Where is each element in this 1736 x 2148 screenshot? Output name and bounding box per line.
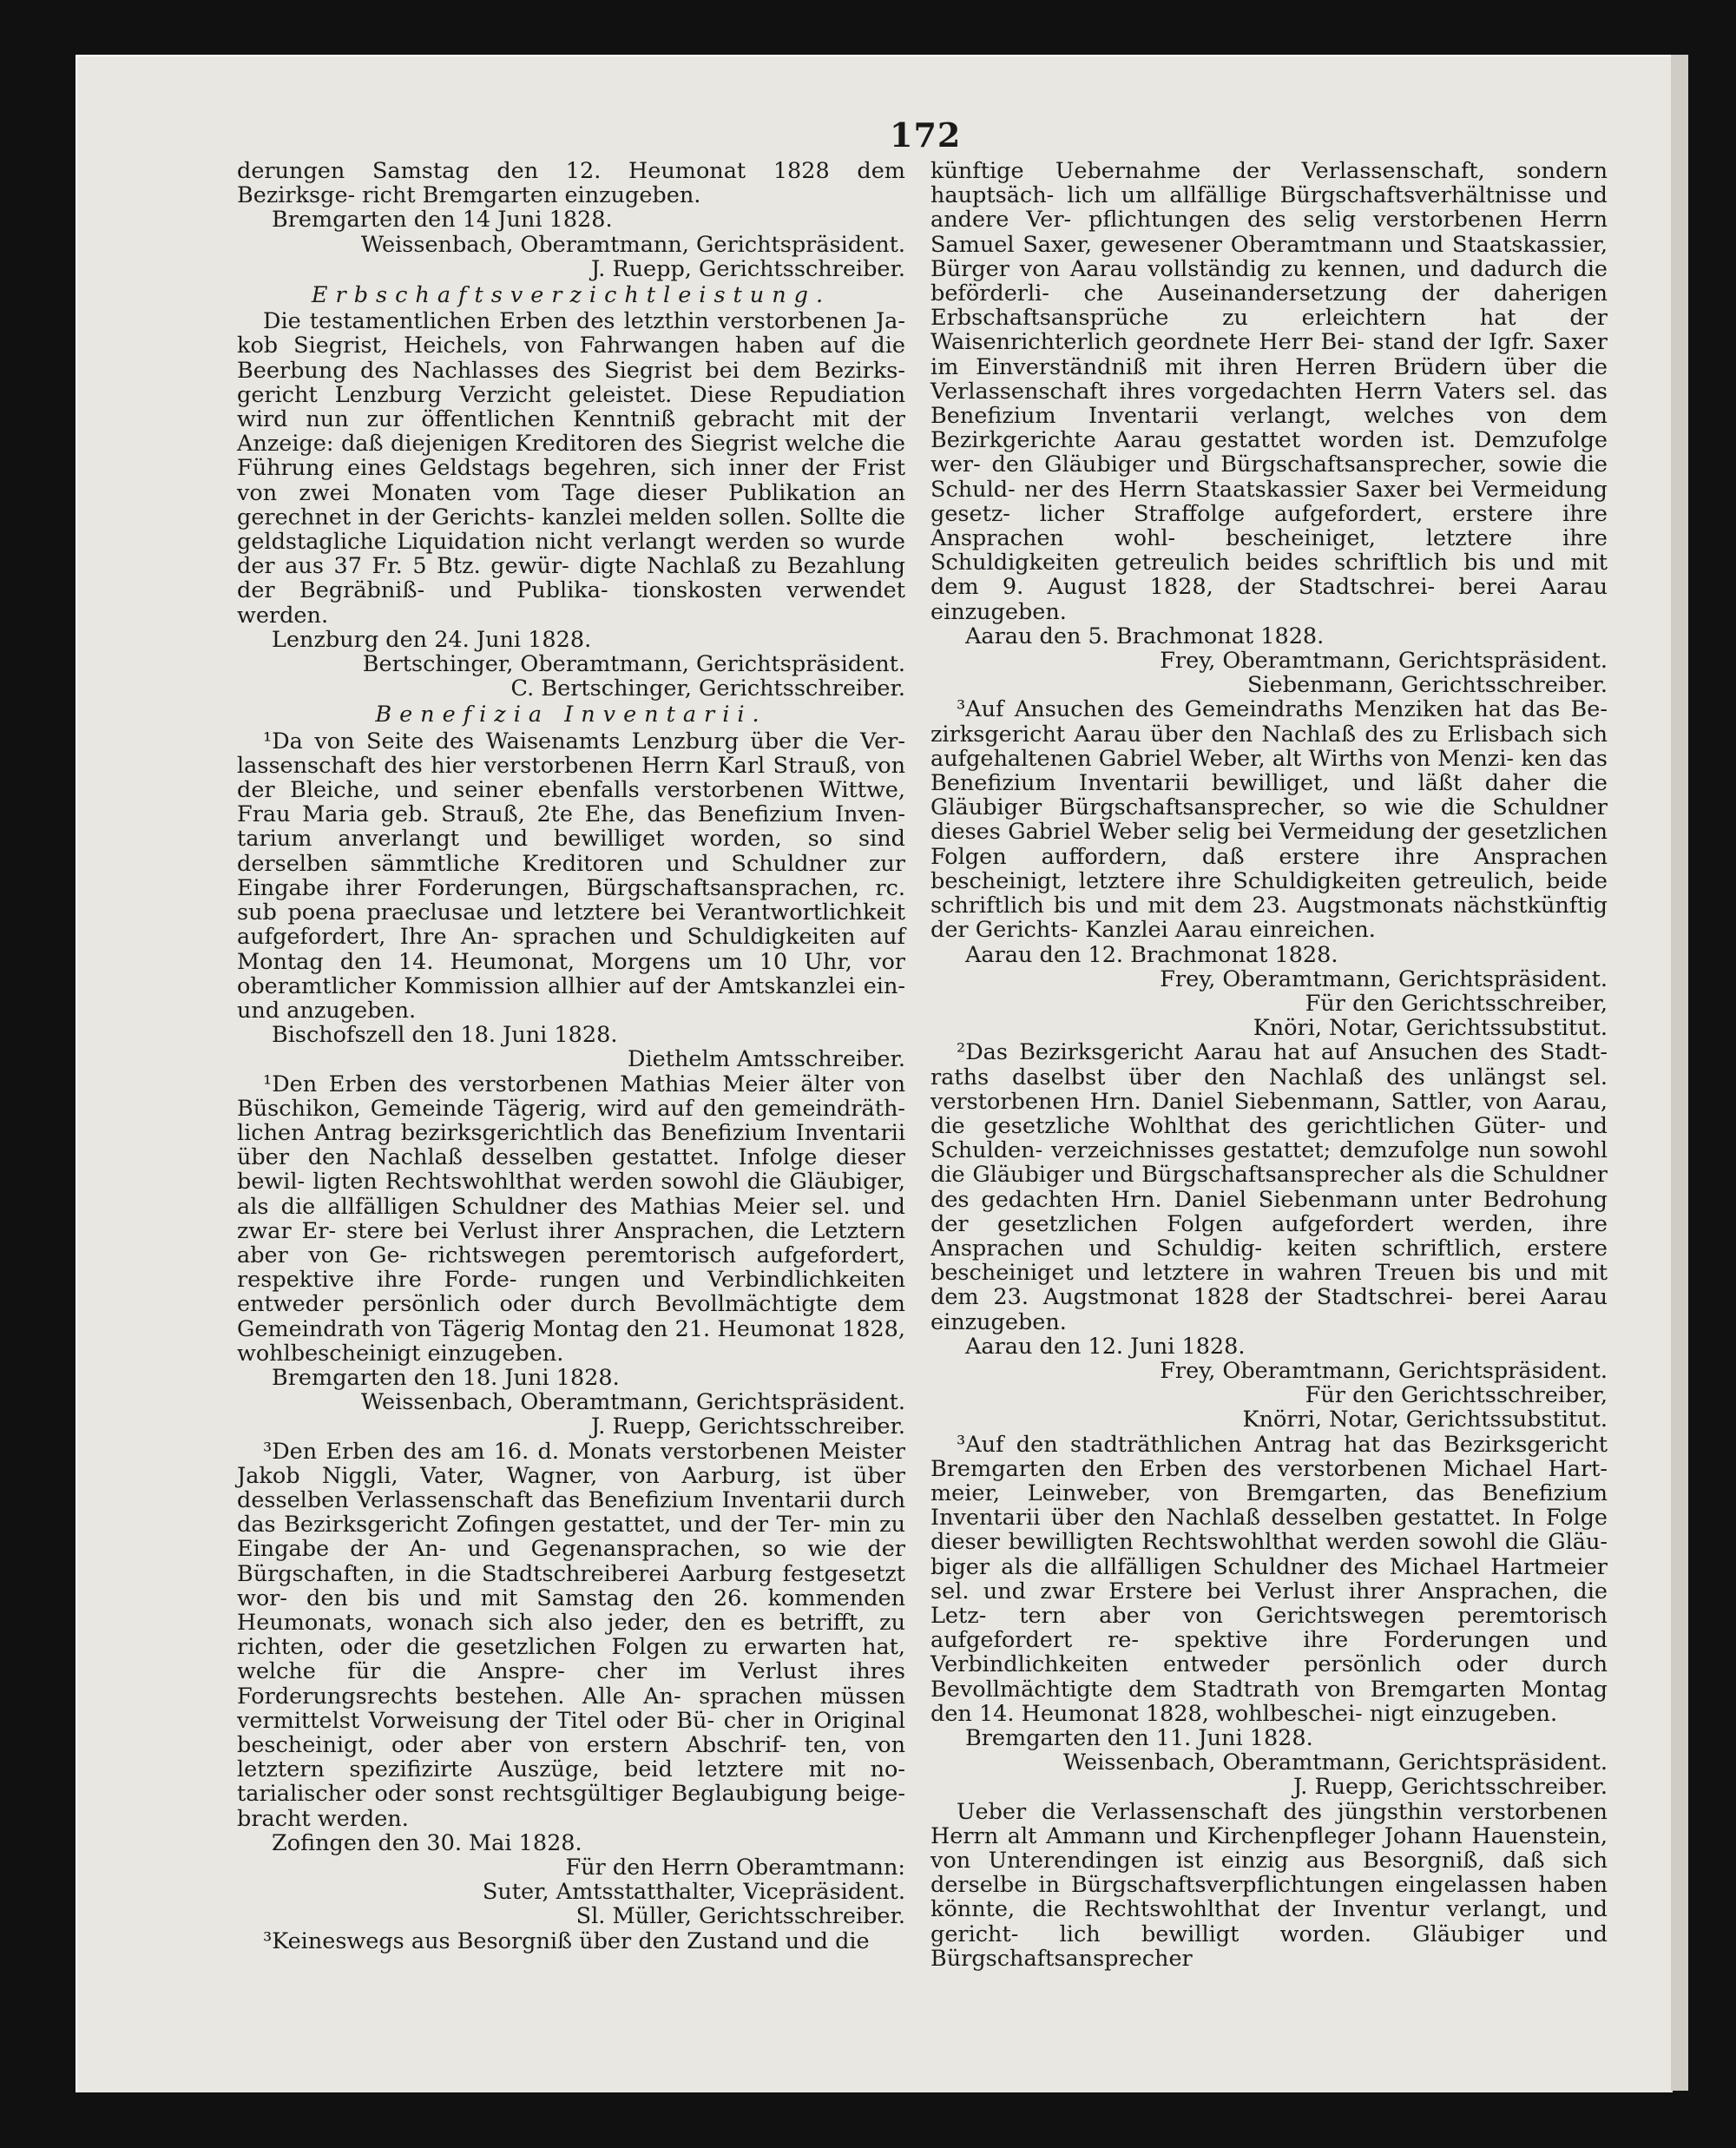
signature: Knöri, Notar, Gerichtssubstitut.: [1253, 1015, 1608, 1042]
signature: J. Ruepp, Gerichtsschreiber.: [590, 1413, 905, 1440]
section-heading: Benefizia Inventarii.: [375, 702, 767, 728]
place-date: Aarau den 12. Juni 1828.: [965, 1333, 1246, 1360]
signature: Für den Gerichtsschreiber,: [1305, 990, 1608, 1017]
signature: Sl. Müller, Gerichtsschreiber.: [575, 1903, 905, 1930]
section-heading: Erbschaftsverzichtleistung.: [311, 282, 832, 309]
signature: Für den Herrn Oberamtmann:: [565, 1855, 905, 1881]
place-date: Bremgarten den 11. Juni 1828.: [965, 1725, 1313, 1751]
signature: Bertschinger, Oberamtmann, Gerichtspräsident.: [362, 651, 905, 678]
notice-text: künftige Uebernahme der Verlassenschaft, sondern hauptsäch- lich um allfällige Bürgschaftsverhältnisse und andere Ver- pflichtungen des selig verstorbenen Herrn Samuel Saxer, gewesener Oberamtmann und Staatskassier, Bürger von Aarau vollständig zu kennen, und dadurch die beförderli- che Auseinandersetzung der daherigen Erbschaftsansprüche zu erleichtern hat der Waisenrichterlich geordnete Herr Bei- stand der Igfr. Saxer im Einverständniß mit ihren Herren Brüdern über die Verlassenschaft ihres vorgedachten Herrn Vaters sel. das Benefizium Inventarii verlangt, welches von dem Bezirkgerichte Aarau gestattet worden ist. Demzufolge wer- den Gläubiger und Bürgschaftsansprecher, sowie die Schuld- ner des Herrn Staatskassier Saxer bei Vermeidung gesetz- licher Straffolge aufgefordert, erstere ihre Ansprachen wohl- bescheiniget, letztere ihre Schuldigkeiten getreulich beides schriftlich bis und mit dem 9. August 1828, der Stadtschrei- berei Aarau einzugeben.: [930, 158, 1608, 625]
right-column: [930, 159, 1608, 1971]
signature: Weissenbach, Oberamtmann, Gerichtspräsident.: [1062, 1749, 1608, 1776]
place-date: Zofingen den 30. Mai 1828.: [272, 1829, 582, 1856]
signature: C. Bertschinger, Gerichtsschreiber.: [510, 675, 905, 702]
signature: Frey, Oberamtmann, Gerichtspräsident.: [1160, 965, 1608, 992]
notice-text: ¹Den Erben des verstorbenen Mathias Meier älter von Büschikon, Gemeinde Tägerig, wird auf den gemeindräth- lichen Antrag bezirksgerichtlich das Benefizium Inventarii über den Nachlaß desselben gestattet. Infolge dieser bewil- ligten Rechtswohlthat werden sowohl die Gläubiger, als die allfälligen Schuldner des Mathias Meier sel. und zwar Er- stere bei Verlust ihrer Ansprachen, die Letztern aber von Ge- richtswegen peremtorisch aufgefordert, respektive ihre Forde- rungen und Verbindlichkeiten entweder persönlich oder durch Bevollmächtigte dem Gemeindrath von Tägerig Montag den 21. Heumonat 1828, wohlbescheinigt einzugeben.: [237, 1071, 905, 1367]
signature: Weissenbach, Oberamtmann, Gerichtspräsident.: [360, 1389, 905, 1416]
signature: Für den Gerichtsschreiber,: [1305, 1382, 1608, 1409]
notice-text: ³Den Erben des am 16. d. Monats verstorbenen Meister Jakob Niggli, Vater, Wagner, von Aarburg, ist über desselben Verlassenschaft das Benefizium Inventarii durch das Bezirksgericht Zofingen gestattet, und der Ter- min zu Eingabe der An- und Gegenansprachen, so wie der Bürgschaften, in die Stadtschreiberei Aarburg festgesetzt wor- den bis und mit Samstag den 26. kommenden Heumonats, wonach sich also jeder, den es betrifft, zu richten, oder die gesetzlichen Folgen zu erwarten hat, welche für die Anspre- cher im Verlust ihres Forderungsrechts bestehen. Alle An- sprachen müssen vermittelst Vorweisung der Titel oder Bü- cher in Original bescheinigt, oder aber von erstern Abschrif- ten, von letztern spezifizirte Auszüge, beid letztere mit no- tarialischer oder sonst rechtsgültiger Beglaubigung beige- bracht werden.: [237, 1438, 905, 1832]
notice-text: ³Keineswegs aus Besorgniß über den Zustand und die: [263, 1927, 870, 1954]
place-date: Bremgarten den 18. Juni 1828.: [272, 1364, 620, 1391]
signature: Frey, Oberamtmann, Gerichtspräsident.: [1160, 648, 1608, 675]
notice-text: ³Auf Ansuchen des Gemeindraths Menziken hat das Be- zirksgericht Aarau über den Nachlaß des zu Erlisbach sich aufgehaltenen Gabriel Weber, alt Wirths von Menzi- ken das Benefizium Inventarii bewilliget, und läßt daher die Gläubiger Bürgschaftsansprecher, so wie die Schuldner dieses Gabriel Weber selig bei Vermeidung der gesetzlichen Folgen auffordern, daß erstere ihre Ansprachen bescheinigt, letztere ihre Schuldigkeiten getreulich, beide schriftlich bis und mit dem 23. Augstmonats nächstkünftig der Gerichts- Kanzlei Aarau einreichen.: [930, 696, 1608, 944]
signature: Diethelm Amtsschreiber.: [628, 1046, 905, 1073]
notice-text: ¹Da von Seite des Waisenamts Lenzburg über die Ver- lassenschaft des hier verstorbenen Herrn Karl Strauß, von der Bleiche, und seiner ebenfalls verstorbenen Wittwe, Frau Maria geb. Strauß, 2te Ehe, das Benefizium Inven- tarium anverlangt und bewilliget worden, so sind derselben sämmtliche Kreditoren und Schuldner zur Eingabe ihrer Forderungen, Bürgschaftsansprachen, rc. sub poena praeclusae und letztere bei Verantwortlichkeit aufgefordert, Ihre An- sprachen und Schuldigkeiten auf Montag den 14. Heumonat, Morgens um 10 Uhr, vor oberamtlicher Kommission allhier auf der Amtskanzlei ein- und anzugeben.: [237, 728, 905, 1024]
notice-text: ³Auf den stadträthlichen Antrag hat das Bezirksgericht Bremgarten den Erben des verstorbenen Michael Hart- meier, Leinweber, von Bremgarten, das Benefizium Inventarii über den Nachlaß desselben gestattet. In Folge dieser bewilligten Rechtswohlthat werden sowohl die Gläu- biger als die allfälligen Schuldner des Michael Hartmeier sel. und zwar Erstere bei Verlust ihrer Ansprachen, die Letz- tern aber von Gerichtswegen peremtorisch aufgefordert re- spektive ihre Forderungen und Verbindlichkeiten entweder persönlich oder durch Bevollmächtigte dem Stadtrath von Bremgarten Montag den 14. Heumonat 1828, wohlbeschei- nigt einzugeben.: [930, 1431, 1608, 1727]
signature: J. Ruepp, Gerichtsschreiber.: [590, 255, 905, 282]
signature: Weissenbach, Oberamtmann, Gerichtspräsident.: [360, 231, 905, 258]
page-number: 172: [890, 115, 962, 155]
place-date: Bremgarten den 14 Juni 1828.: [272, 207, 613, 234]
notice-text: derungen Samstag den 12. Heumonat 1828 dem Bezirksge- richt Bremgarten einzugeben.: [237, 158, 905, 209]
signature: Siebenmann, Gerichtsschreiber.: [1247, 672, 1608, 699]
signature: Knörri, Notar, Gerichtssubstitut.: [1242, 1407, 1608, 1433]
place-date: Aarau den 12. Brachmonat 1828.: [965, 941, 1338, 968]
place-date: Aarau den 5. Brachmonat 1828.: [965, 623, 1325, 649]
page-edge: [1671, 55, 1688, 2091]
notice-text: Ueber die Verlassenschaft des jüngsthin verstorbenen Herrn alt Ammann und Kirchenpfleger Johann Hauenstein, von Unterendingen ist einzig aus Besorgniß, daß sich derselbe in Bürgschaftsverpflichtungen eingelassen haben könnte, die Rechtswohlthat der Inventur verlangt, und gericht- lich bewilligt worden. Gläubiger und Bürgschaftsansprecher: [930, 1798, 1608, 1972]
notice-text: ²Das Bezirksgericht Aarau hat auf Ansuchen des Stadt- raths daselbst über den Nachlaß des unlängst sel. verstorbenen Hrn. Daniel Siebenmann, Sattler, von Aarau, die gesetzliche Wohlthat des gerichtlichen Güter- und Schulden- verzeichnisses gestattet; demzufolge nun sowohl die Gläubiger und Bürgschaftsansprecher als die Schuldner des gedachten Hrn. Daniel Siebenmann unter Bedrohung der gesetzlichen Folgen aufgefordert werden, ihre Ansprachen und Schuldig- keiten schriftlich, erstere bescheiniget und letztere in wahren Treuen bis und mit dem 23. Augstmonat 1828 der Stadtschrei- berei Aarau einzugeben.: [930, 1039, 1608, 1335]
signature: Frey, Oberamtmann, Gerichtspräsident.: [1160, 1357, 1608, 1384]
left-column: [237, 159, 905, 1954]
notice-text: Die testamentlichen Erben des letzthin verstorbenen Ja- kob Siegrist, Heichels, von Fahrwangen haben auf die Beerbung des Nachlasses des Siegrist bei dem Bezirks- gericht Lenzburg Verzicht geleistet. Diese Repudiation wird nun zur öffentlichen Kenntniß gebracht mit der Anzeige: daß diejenigen Kreditoren des Siegrist welche die Führung eines Geldstags begehren, sich inner der Frist von zwei Monaten vom Tage dieser Publikation an gerechnet in der Gerichts- kanzlei melden sollen. Sollte die geldstagliche Liquidation nicht verlangt werden so wurde der aus 37 Fr. 5 Btz. gewür- digte Nachlaß zu Bezahlung der Begräbniß- und Publika- tionskosten verwendet werden.: [237, 308, 905, 629]
signature: Suter, Amtsstatthalter, Vicepräsident.: [482, 1879, 905, 1906]
place-date: Bischofszell den 18. Juni 1828.: [272, 1022, 618, 1049]
place-date: Lenzburg den 24. Juni 1828.: [272, 626, 592, 653]
signature: J. Ruepp, Gerichtsschreiber.: [1292, 1774, 1608, 1801]
